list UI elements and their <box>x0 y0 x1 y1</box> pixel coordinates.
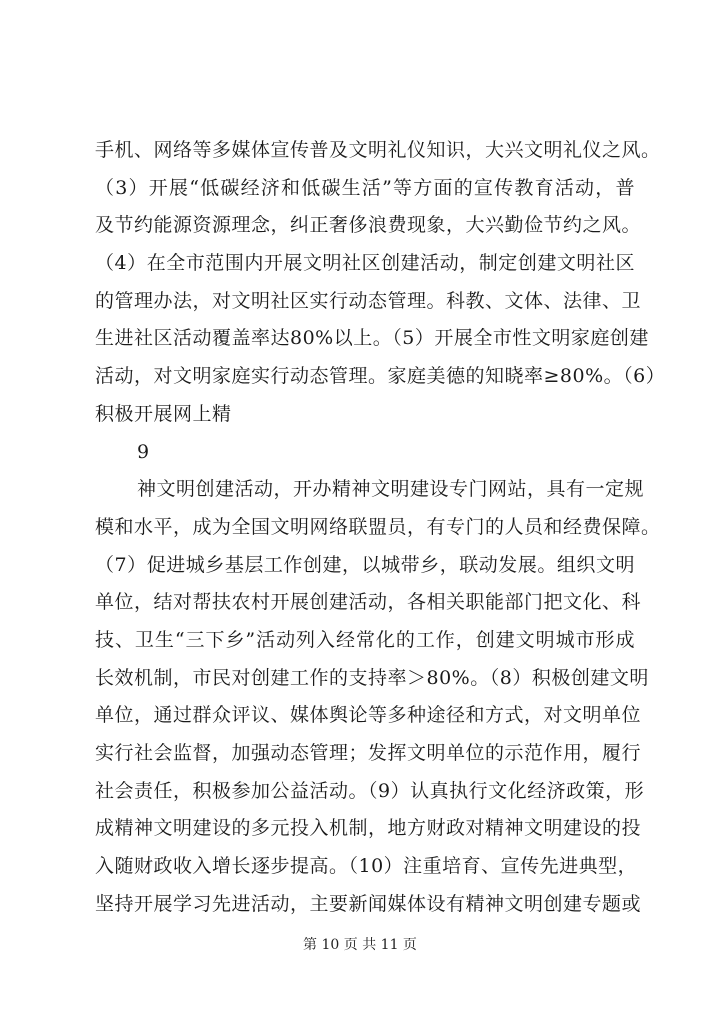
text-line: 活动，对文明家庭实行动态管理。家庭美德的知晓率≥80%。（6） <box>95 365 666 388</box>
text-line: 社会责任，积极参加公益活动。（9）认真执行文化经济政策，形 <box>95 779 645 802</box>
text-line: 长效机制，市民对创建工作的支持率＞80%。（8）积极创建文明 <box>95 666 649 689</box>
text-line: 积极开展网上精 <box>95 402 232 425</box>
text-line: 神文明创建活动，开办精神文明建设专门网站，具有一定规 <box>137 478 645 501</box>
text-line: 生进社区活动覆盖率达80%以上。（5）开展全市性文明家庭创建 <box>95 327 649 350</box>
text-line: 模和水平，成为全国文明网络联盟员，有专门的人员和经费保障。 <box>95 515 661 538</box>
text-line: 成精神文明建设的多元投入机制，地方财政对精神文明建设的投 <box>95 817 642 840</box>
text-line: （3）开展“低碳经济和低碳生活”等方面的宣传教育活动，普 <box>95 176 635 199</box>
page-footer: 第 10 页 共 11 页 <box>303 937 417 953</box>
text-line: 的管理办法，对文明社区实行动态管理。科教、文体、法律、卫 <box>95 289 642 312</box>
text-line: 单位，结对帮扶农村开展创建活动，各相关职能部门把文化、科 <box>95 591 642 614</box>
text-line: 技、卫生“三下乡”活动列入经常化的工作，创建文明城市形成 <box>95 628 635 651</box>
text-line: 坚持开展学习先进活动，主要新闻媒体设有精神文明创建专题或 <box>95 892 642 915</box>
text-line: 手机、网络等多媒体宣传普及文明礼仪知识，大兴文明礼仪之风。 <box>95 139 661 161</box>
text-line: （7）促进城乡基层工作创建，以城带乡，联动发展。组织文明 <box>95 553 635 576</box>
inline-page-marker: 9 <box>137 440 150 463</box>
text-line: 单位，通过群众评议、媒体舆论等多种途径和方式，对文明单位 <box>95 704 642 727</box>
text-line: （4）在全市范围内开展文明社区创建活动，制定创建文明社区 <box>95 252 635 275</box>
text-line: 实行社会监督，加强动态管理；发挥文明单位的示范作用，履行 <box>95 742 642 764</box>
text-line: 及节约能源资源理念，纠正奢侈浪费现象，大兴勤俭节约之风。 <box>95 214 642 237</box>
document-body <box>95 132 666 923</box>
text-line: 入随财政收入增长逐步提高。（10）注重培育、宣传先进典型， <box>95 855 638 878</box>
